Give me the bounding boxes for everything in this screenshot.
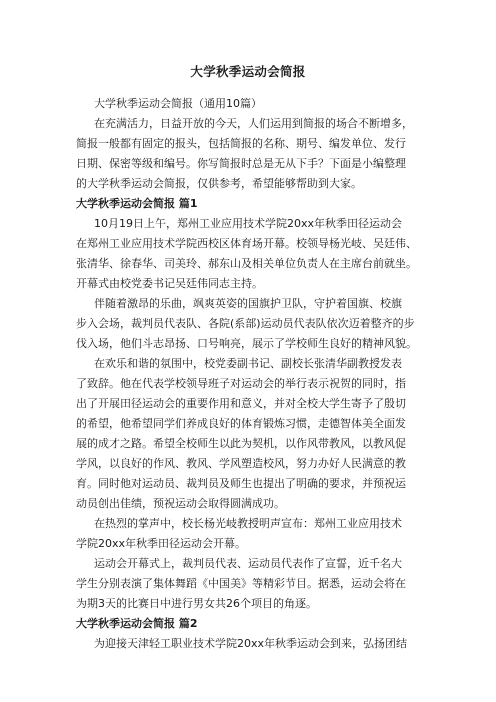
body-text-line: 运动会开幕式上，裁判员代表、运动员代表作了宣誓，近千名大 (94, 557, 402, 570)
body-text-line: 在郑州工业应用技术学院西校区体育场开幕。校领导杨光岐、吴廷伟、 (76, 237, 417, 250)
body-text-line: 在欢乐和谐的氛围中，校党委副书记、副校长张清华副教授发表 (94, 357, 402, 370)
body-text-line: 学院20xx年秋季田径运动会开幕。 (76, 537, 247, 550)
body-text-line: 了致辞。他在代表学校领导班子对运动会的举行表示祝贺的同时，指 (76, 377, 406, 390)
body-text-line: 的大学秋季运动会简报，仅供参考，希望能够帮助到大家。 (76, 177, 362, 190)
body-text-line: 步入会场，裁判员代表队、各院(系部)运动员代表队依次迈着整齐的步 (76, 317, 415, 330)
body-text-line: 大学秋季运动会简报（通用10篇） (94, 97, 262, 110)
body-text-line: 动员创出佳绩，预祝运动会取得圆满成功。 (76, 497, 285, 510)
body-text-line: 育。同时他对运动员、裁判员及师生也提出了明确的要求，并预祝运 (76, 477, 406, 490)
body-text-line: 学风，以良好的作风、教风、学风塑造校风，努力办好人民满意的教 (76, 457, 406, 470)
section-heading: 大学秋季运动会简报 篇2 (76, 617, 198, 630)
body-text-line: 开幕式由校党委书记吴廷伟同志主持。 (76, 277, 263, 290)
body-text-line: 在热烈的掌声中，校长杨光岐教授明声宣布：郑州工业应用技术 (94, 517, 402, 530)
body-text-line: 的希望，他希望同学们养成良好的体育锻炼习惯，走德智体美全面发 (76, 417, 406, 430)
body-text-line: 日期、保密等级和编号。你写简报时总是无从下手？下面是小编整理 (76, 157, 406, 170)
body-text-line: 展的成才之路。希望全校师生以此为契机，以作风带教风，以教风促 (76, 437, 406, 450)
body-text-line: 学生分别表演了集体舞蹈《中国美》等精彩节目。据悉，运动会将在 (76, 577, 406, 590)
body-text-line: 伐入场，他们斗志昂扬、口号响亮，展示了学校师生良好的精神风貌。 (76, 337, 417, 350)
body-text-line: 简报一般都有固定的报头，包括简报的名称、期号、编发单位、发行 (76, 137, 406, 150)
body-text-line: 为期3天的比赛日中进行男女共26个项目的角逐。 (76, 597, 317, 610)
body-text-line: 为迎接天津轻工职业技术学院20xx年秋季运动会到来，弘扬团结 (94, 637, 408, 650)
body-text-line: 在充满活力，日益开放的今天，人们运用到简报的场合不断增多， (94, 117, 413, 130)
section-heading: 大学秋季运动会简报 篇1 (76, 197, 198, 210)
body-text-line: 10月19日上午，郑州工业应用技术学院20xx年秋季田径运动会 (94, 217, 403, 230)
body-text-line: 张清华、徐春华、司美玲、郝东山及相关单位负责人在主席台前就坐。 (76, 257, 417, 270)
body-text-line: 伴随着激昂的乐曲，飒爽英姿的国旗护卫队，守护着国旗、校旗 (94, 297, 402, 310)
body-text-line: 出了开展田径运动会的重要作用和意义，并对全校大学生寄予了殷切 (76, 397, 406, 410)
document-title: 大学秋季运动会简报 (190, 64, 306, 79)
